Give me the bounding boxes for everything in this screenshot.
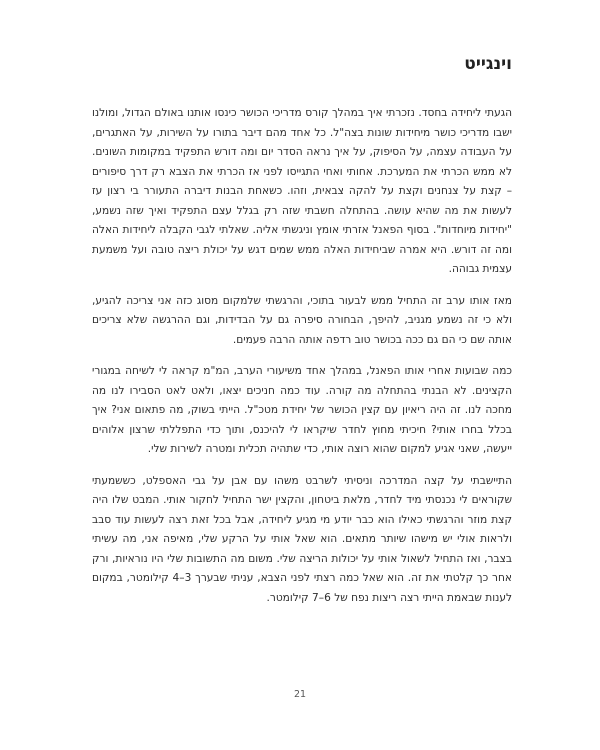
paragraph-2: מאז אותו ערב זה התחיל ממש לבעור בתוכי, והרגשתי שלמקום מסוג כזה אני צריכה להגיע, ולא כי זה נשמע מגניב, להיפך, הבחורה סיפרה גם על הבדידות, וגם ההרגשה שלא צריכים אותה שם כי הם גם ככה בכושר טוב רדפה אותה הרבה פעמים. <box>92 294 512 346</box>
paragraph-3: כמה שבועות אחרי אותו הפאנל, במהלך אחד משיעורי הערב, המ"מ קראה לי לשיחה במגורי הקצינים. לא הבנתי בהתחלה מה קורה. עוד כמה חניכים יצאו, ולאט לאט הסבירו לנו מה מחכה לנו. זה היה ריאיון עם קצין הכושר של יחידת מטכ"ל. הייתי בשוק, מה פתאום אני? איך בכלל בחרו אותי? חיכיתי מחוץ לחדר שיקראו לי להיכנס, ותוך כדי התפללתי שרצון אלוהים ייעשה, שאני אגיע למקום שהוא רוצה אותי, כדי שתהיה תכלית ומטרה לשירות שלי. <box>92 365 512 455</box>
paragraph-1: הגעתי ליחידה בחסד. נזכרתי איך במהלך קורס מדריכי הכושר כינסו אותנו באולם הגדול, ומולנו ישבו מדריכי כושר מיחידות שונות בצה"ל. כל אחד מהם דיבר בתורו על השירות, על האתגרים, על העבודה עצמה, על הסיפוק, על איך נראה הסדר יום ומה דורש התפקיד במקומות השונים. לא ממש הכרתי את המערכת. אחותי ואחי התגייסו לפני אז הכרתי את הצבא רק דרך סיפורים – קצת על צנחנים וקצת על להקה צבאית, וזהו. כשאחת הבנות דיברה התעורר בי רצון עז לעשות את מה שהיא עושה. בהתחלה חשבתי שזה רק בגלל עצם התפקיד ואיך שזה נשמע, "יחידות מיוחדות". בסוף הפאנל אזרתי אומץ וניגשתי אליה. שאלתי לגבי הקבלה ליחידות האלה ומה זה דורש. היא אמרה שביחידות האלה ממש שמים דגש על יכולת ריצה טובה ועל משמעת עצמית גבוהה. <box>92 107 512 275</box>
chapter-title: וינגייט <box>464 54 512 74</box>
page-content <box>92 52 512 608</box>
paragraph-4: התיישבתי על קצה המדרכה וניסיתי לשרבט משהו עם אבן על גבי האספלט, כששמעתי שקוראים לי נכנסתי מיד לחדר, מלאת ביטחון, והקצין ישר התחיל לחקור אותי. המבט שלו היה קצת מוזר והרגשתי כאילו הוא כבר יודע מי מגיע ליחידה, אבל בכל זאת רצה לעשות עוד סבב ולראות אולי יש מישהו שיותר מתאים. הוא שאל אותי על הרקע שלי, מאיפה אני, מה עשיתי בצבר, ואז התחיל לשאול אותי על יכולות הריצה שלי. משום מה התשובות שלי היו נוראיות, ורק אחר כך קלטתי את זה. הוא שאל כמה רצתי לפני הצבא, עניתי שבערך 3–4 קילומטר, במקום לענות שבאמת הייתי רצה ריצות נפח של 6–7 קילומטר. <box>92 474 512 604</box>
page-number: 21 <box>293 689 307 700</box>
